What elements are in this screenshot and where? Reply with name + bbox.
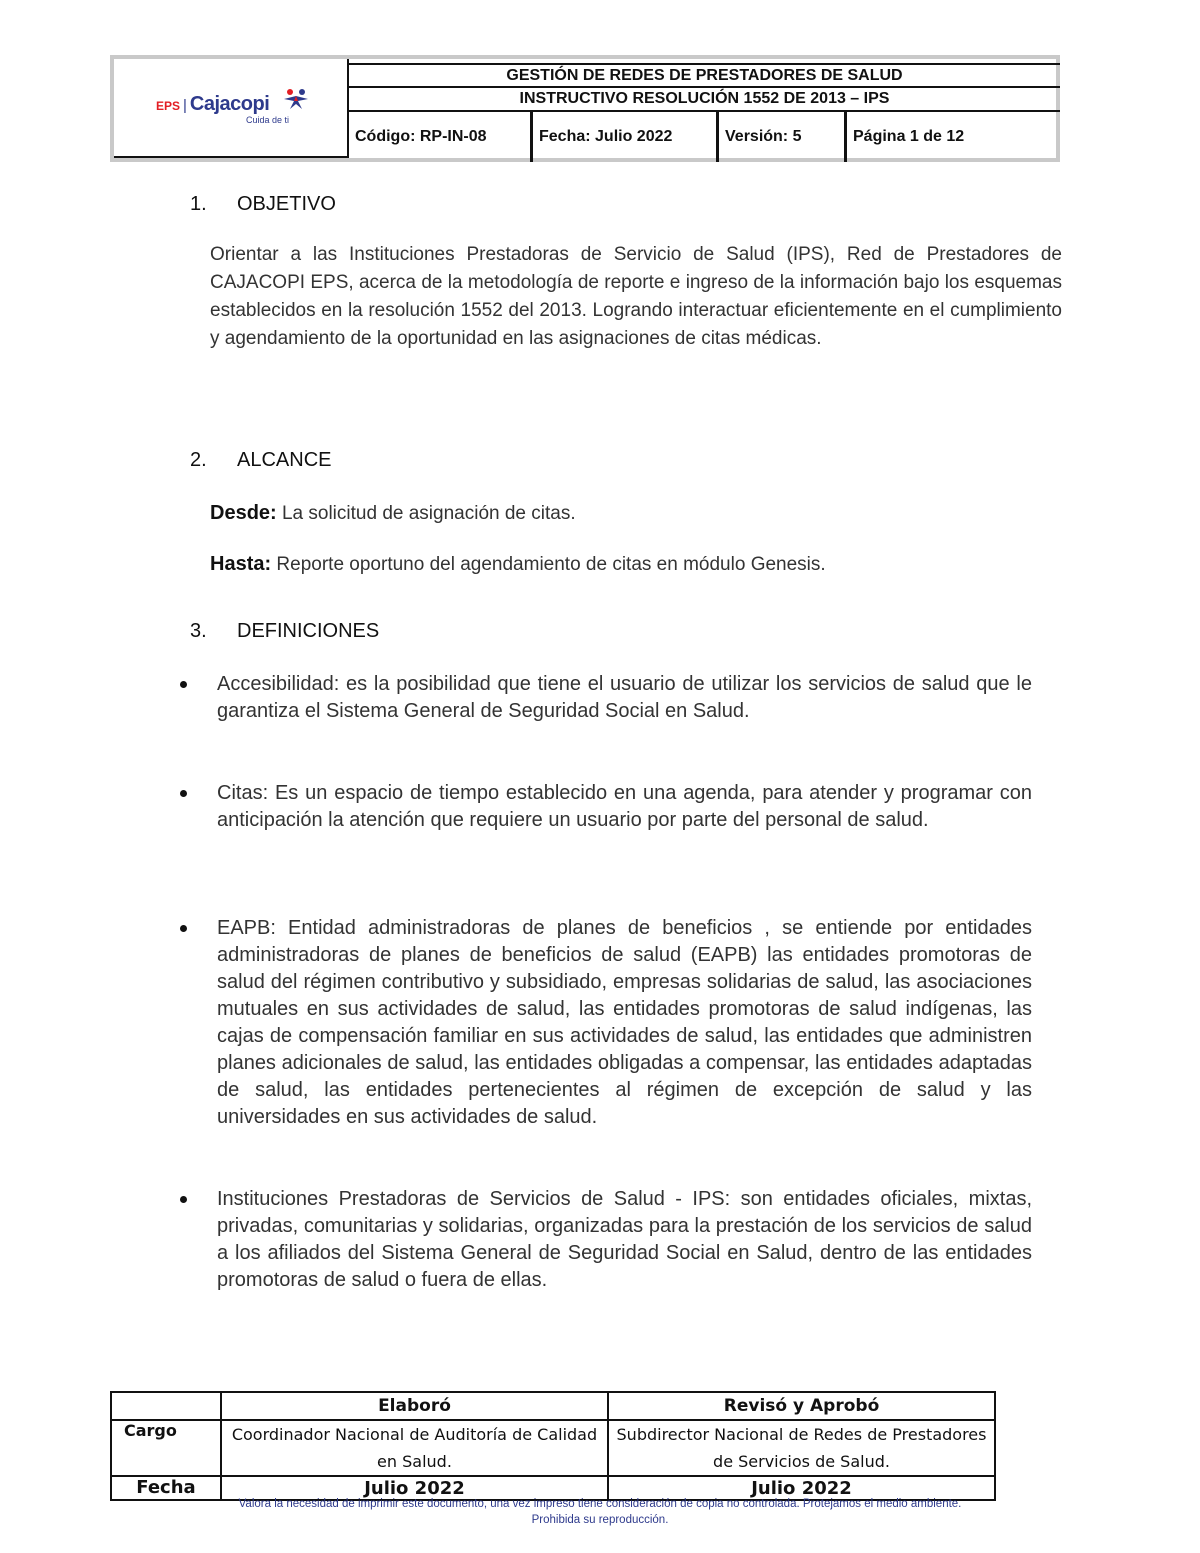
cajacopi-logo	[156, 93, 290, 125]
bullet-icon	[180, 790, 187, 797]
hasta-text: Reporte oportuno del agendamiento de citas en módulo Genesis.	[276, 554, 826, 575]
section-number: 2.	[190, 449, 207, 471]
section-objetivo-heading	[190, 193, 336, 216]
document-subtitle: INSTRUCTIVO RESOLUCIÓN 1552 DE 2013 – IPS	[349, 88, 1060, 112]
pagina-cell: Página 1 de 12	[853, 128, 965, 145]
document-meta-row	[349, 112, 1060, 162]
section-title: DEFINICIONES	[237, 620, 380, 642]
elaboro-header: Elaboró	[221, 1392, 608, 1420]
version-cell: Versión: 5	[719, 112, 847, 162]
fecha-cell: Fecha: Julio 2022	[533, 112, 719, 162]
definition-text: EAPB: Entidad administradoras de planes de beneficios , se entiende por entidades administradoras de planes de beneficios de salud (EAPB) las entidades promotoras de salud del régimen contributivo y subsidiado, empresas solidarias de salud, las asociaciones mutuales en sus actividades de salud, las entidades promotoras de salud indígenas, las cajas de compensación familiar en sus actividades de salud, las entidades que administren planes adicionales de salud, las entidades obligadas a compensar, las entidades adaptadas de salud, las entidades pertenecientes al régimen de excepción de salud y las universidades en sus actividades de salud.	[217, 917, 1032, 1128]
definition-text: Accesibilidad: es la posibilidad que tiene el usuario de utilizar los servicios de salud que le garantiza el Sistema General de Seguridad Social en Salud.	[217, 673, 1032, 722]
cargo-reviso: Subdirector Nacional de Redes de Prestadores de Servicios de Salud.	[608, 1420, 995, 1476]
bullet-icon	[180, 925, 187, 932]
definition-item-eapb	[180, 915, 1032, 1131]
logo-cell	[114, 59, 349, 158]
desde-label: Desde:	[210, 502, 277, 524]
section-number: 3.	[190, 620, 207, 642]
desde-text: La solicitud de asignación de citas.	[281, 503, 576, 524]
objetivo-paragraph: Orientar a las Instituciones Prestadoras de Servicio de Salud (IPS), Red de Prestadores de CAJACOPI EPS, acerca de la metodología de reporte e ingreso de la información bajo los esquemas establecidos en la resolución 1552 del 2013. Logrando interactuar eficientemente en el cumplimiento y agendamiento de la oportunidad en las asignaciones de citas médicas.	[210, 244, 1062, 349]
bullet-icon	[180, 1196, 187, 1203]
definition-text: Instituciones Prestadoras de Servicios de Salud - IPS: son entidades oficiales, mixtas, privadas, comunitarias y solidarias, organizadas para la prestación de los servicios de salud a los afiliados del Sistema General de Seguridad Social en Salud, dentro de las entidades promotoras de salud o fuera de ellas.	[217, 1188, 1032, 1291]
cargo-label: Cargo	[111, 1420, 221, 1476]
section-alcance-heading	[190, 449, 331, 472]
blank-header-cell	[111, 1392, 221, 1420]
section-title: ALCANCE	[237, 449, 332, 471]
definition-text: Citas: Es un espacio de tiempo establecido en una agenda, para atender y programar con anticipación la atención que requiere un usuario por parte del personal de salud.	[217, 782, 1032, 831]
logo-name-text: Cajacopi	[189, 93, 270, 115]
definition-item-citas	[180, 780, 1032, 834]
section-title: OBJETIVO	[237, 193, 336, 215]
reviso-header: Revisó y Aprobó	[608, 1392, 995, 1420]
approval-table	[110, 1391, 996, 1501]
cargo-elaboro: Coordinador Nacional de Auditoría de Calidad en Salud.	[221, 1420, 608, 1476]
codigo-cell: Código: RP-IN-08	[349, 112, 533, 162]
hasta-label: Hasta:	[210, 553, 272, 575]
logo-separator: |	[183, 97, 187, 114]
alcance-hasta	[210, 553, 826, 576]
alcance-desde	[210, 502, 576, 525]
footer-note-line1: Valora la necesidad de imprimir este documento, una vez impreso tiene consideración de copia no controlada. Protejamos el medio ambiente.	[238, 1498, 962, 1510]
section-definiciones-heading	[190, 620, 379, 643]
approval-cargo-row	[111, 1420, 995, 1476]
document-header	[110, 55, 1060, 162]
document-title: GESTIÓN DE REDES DE PRESTADORES DE SALUD	[349, 63, 1060, 88]
section-number: 1.	[190, 193, 207, 215]
logo-tagline: Cuida de ti	[246, 115, 290, 125]
fecha-elaboro: Julio 2022	[221, 1476, 608, 1500]
definition-item-ips	[180, 1186, 1032, 1294]
fecha-reviso: Julio 2022	[608, 1476, 995, 1500]
star-people-icon	[282, 87, 310, 111]
definition-item-accesibilidad	[180, 671, 1032, 725]
logo-eps-text: EPS	[156, 99, 181, 113]
bullet-icon	[180, 681, 187, 688]
fecha-label: Fecha	[111, 1476, 221, 1500]
footer-note-line2: Prohibida su reproducción.	[531, 1514, 669, 1526]
approval-header-row	[111, 1392, 995, 1420]
footer-note	[110, 1496, 1090, 1528]
